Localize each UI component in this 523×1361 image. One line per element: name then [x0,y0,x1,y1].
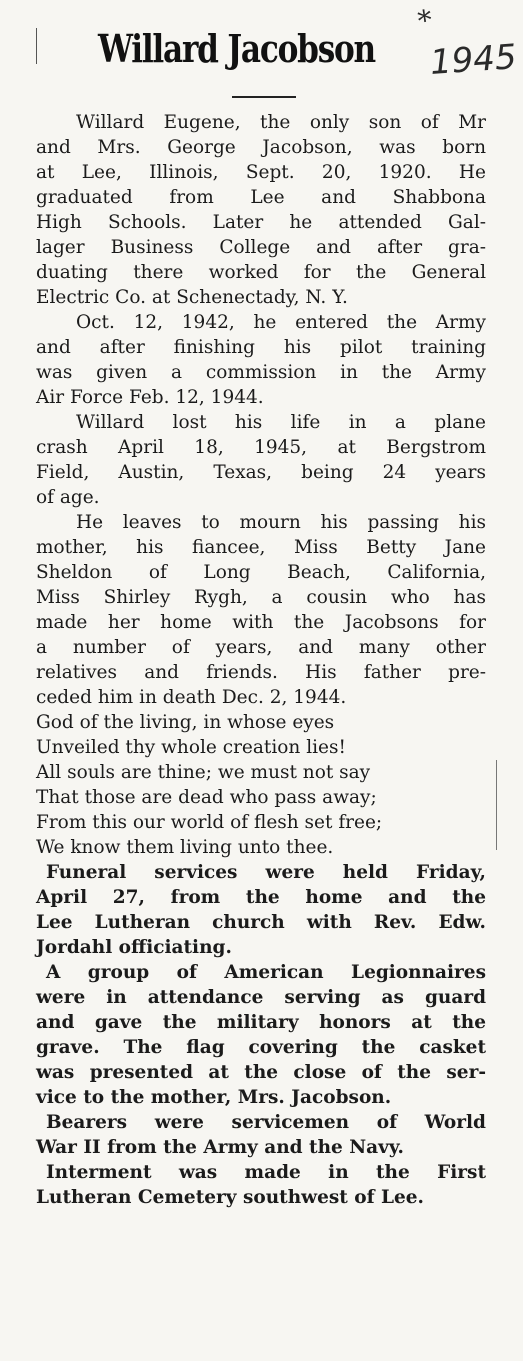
text-line: From this our world of flesh set free; [36,812,383,833]
text-line: crash April 18, 1945, at Bergstrom [36,437,486,458]
handwritten-star-icon: * [415,3,435,38]
text-line: Interment was made in the First [46,1162,486,1183]
text-line: Lutheran Cemetery southwest of Lee. [36,1187,424,1208]
text-line: graduated from Lee and Shabbona [36,187,486,208]
text-line: Electric Co. at Schenectady, N. Y. [36,287,348,308]
clipping-edge-left [36,28,37,64]
text-line: Oct. 12, 1942, he entered the Army [76,312,486,333]
text-line: and Mrs. George Jacobson, was born [36,137,486,158]
text-line: made her home with the Jacobsons for [36,612,486,633]
text-line: Lee Lutheran church with Rev. Edw. [36,912,486,933]
text-line: were in attendance serving as guard [36,987,486,1008]
text-line: and gave the military honors at the [36,1012,486,1033]
text-line: Jordahl officiating. [36,937,232,958]
text-line: a number of years, and many other [36,637,486,658]
text-line: Bearers were servicemen of World [46,1112,486,1133]
text-line: We know them living unto thee. [36,837,334,858]
text-line: He leaves to mourn his passing his [76,512,486,533]
text-line: ceded him in death Dec. 2, 1944. [36,687,347,708]
text-line: Funeral services were held Friday, [46,862,486,883]
text-line: and after finishing his pilot training [36,337,486,358]
text-line: All souls are thine; we must not say [36,762,371,783]
text-line: vice to the mother, Mrs. Jacobson. [36,1087,392,1108]
text-line: A group of American Legionnaires [46,962,486,983]
title-divider [232,96,296,98]
obituary-body [36,110,486,1210]
text-line: Unveiled thy whole creation lies! [36,737,346,758]
text-line: lager Business College and after gra- [36,237,486,258]
text-line: April 27, from the home and the [36,887,486,908]
text-line: Sheldon of Long Beach, California, [36,562,486,583]
text-line: That those are dead who pass away; [36,787,377,808]
text-line: of age. [36,487,100,508]
text-line: God of the living, in whose eyes [36,712,335,733]
clipping-edge-right [496,760,497,850]
text-line: Air Force Feb. 12, 1944. [36,387,264,408]
text-line: at Lee, Illinois, Sept. 20, 1920. He [36,162,486,183]
text-line: Willard Eugene, the only son of Mr [76,112,486,133]
text-line: Field, Austin, Texas, being 24 years [36,462,486,483]
text-line: grave. The flag covering the casket [36,1037,486,1058]
text-line: Miss Shirley Rygh, a cousin who has [36,587,486,608]
text-line: mother, his fiancee, Miss Betty Jane [36,537,486,558]
text-line: War II from the Army and the Navy. [36,1137,404,1158]
text-line: was given a commission in the Army [36,362,486,383]
text-line: High Schools. Later he attended Gal- [36,212,486,233]
handwritten-year: 1945 [428,37,518,83]
text-line: relatives and friends. His father pre- [36,662,486,683]
obituary-title: Willard Jacobson [98,26,375,71]
text-line: Willard lost his life in a plane [76,412,486,433]
text-line: was presented at the close of the ser- [36,1062,486,1083]
text-line: duating there worked for the General [36,262,486,283]
